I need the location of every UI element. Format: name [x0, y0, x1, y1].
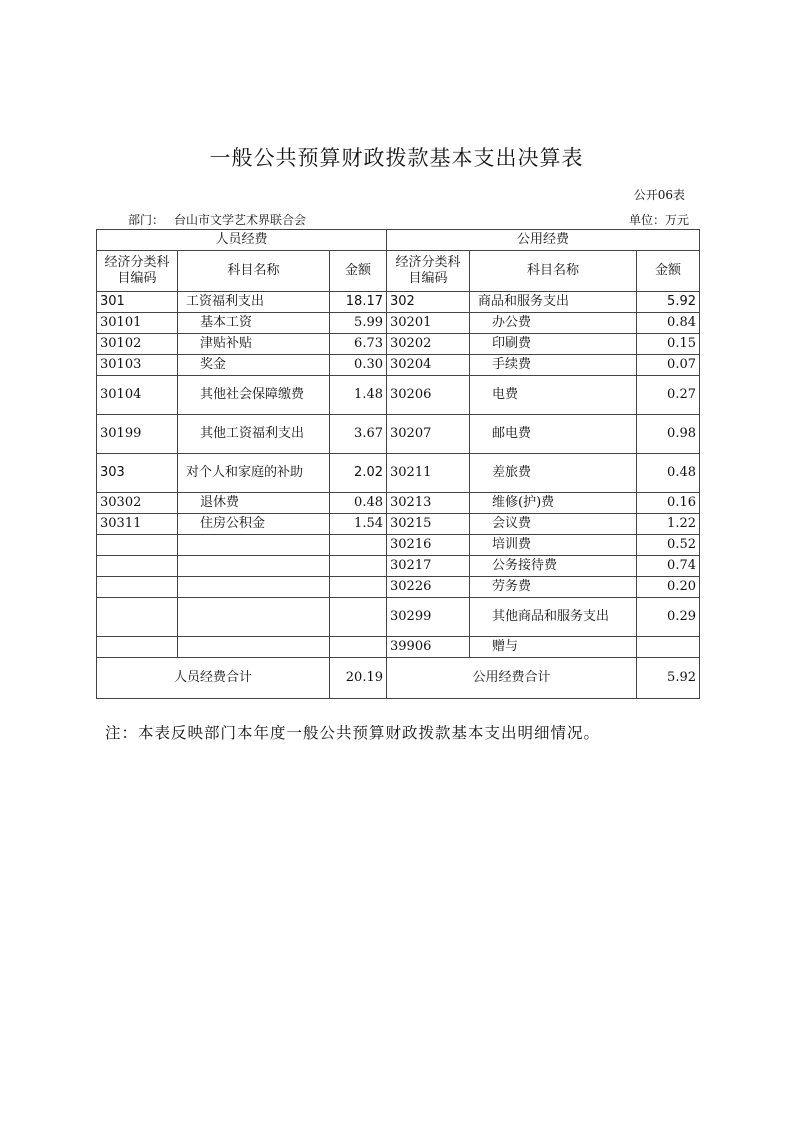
personnel-item: 奖金: [178, 355, 330, 376]
public-code: 30207: [387, 415, 470, 454]
unit-label: 单位：万元: [628, 213, 689, 227]
personnel-amount: [330, 637, 387, 658]
personnel-amount: 0.30: [330, 355, 387, 376]
personnel-group-header: 人员经费: [97, 230, 387, 251]
table-row: [97, 376, 700, 415]
personnel-item: [178, 598, 330, 637]
public-total-label: 公用经费合计: [387, 658, 637, 699]
expenditure-table: [96, 229, 700, 699]
page-title: 一般公共预算财政拨款基本支出决算表: [209, 146, 584, 170]
public-amount: 0.20: [637, 577, 700, 598]
personnel-total-amount: 20.19: [330, 658, 387, 699]
public-item: 办公费: [470, 313, 637, 334]
name-header: 科目名称: [178, 251, 330, 292]
public-item: 电费: [470, 376, 637, 415]
public-amount: 0.48: [637, 454, 700, 493]
table-row: [97, 313, 700, 334]
public-amount: 0.74: [637, 556, 700, 577]
table-row: [97, 454, 700, 493]
personnel-amount: 3.67: [330, 415, 387, 454]
personnel-item: 退休费: [178, 493, 330, 514]
column-header-row: [97, 251, 700, 292]
personnel-amount: 1.54: [330, 514, 387, 535]
public-amount: 0.27: [637, 376, 700, 415]
public-code: 30226: [387, 577, 470, 598]
personnel-item: [178, 556, 330, 577]
personnel-item: 工资福利支出: [178, 292, 330, 313]
amount-header: 金额: [330, 251, 387, 292]
public-amount: 1.22: [637, 514, 700, 535]
personnel-item: [178, 577, 330, 598]
table-row: [97, 535, 700, 556]
personnel-amount: 1.48: [330, 376, 387, 415]
public-amount: 0.16: [637, 493, 700, 514]
public-code: 30213: [387, 493, 470, 514]
personnel-code: 30102: [97, 334, 178, 355]
personnel-code: [97, 637, 178, 658]
personnel-item: 其他社会保障缴费: [178, 376, 330, 415]
personnel-code: [97, 577, 178, 598]
public-item: 商品和服务支出: [470, 292, 637, 313]
public-item: 印刷费: [470, 334, 637, 355]
personnel-item: 基本工资: [178, 313, 330, 334]
personnel-amount: [330, 598, 387, 637]
public-code: 30202: [387, 334, 470, 355]
public-item: 手续费: [470, 355, 637, 376]
public-code: 30201: [387, 313, 470, 334]
public-amount: 0.98: [637, 415, 700, 454]
personnel-code: [97, 535, 178, 556]
table-row: [97, 556, 700, 577]
public-item: 其他商品和服务支出: [470, 598, 637, 637]
table-row: [97, 292, 700, 313]
personnel-item: [178, 535, 330, 556]
personnel-amount: 2.02: [330, 454, 387, 493]
public-item: 邮电费: [470, 415, 637, 454]
code-header: 经济分类科目编码: [387, 251, 470, 292]
totals-row: [97, 658, 700, 699]
personnel-amount: 6.73: [330, 334, 387, 355]
public-amount: 0.84: [637, 313, 700, 334]
table-row: [97, 355, 700, 376]
table-row: [97, 493, 700, 514]
personnel-item: 对个人和家庭的补助: [178, 454, 330, 493]
public-code: 30211: [387, 454, 470, 493]
public-item: 会议费: [470, 514, 637, 535]
department-label: 部门：: [128, 213, 165, 227]
personnel-amount: 18.17: [330, 292, 387, 313]
personnel-code: [97, 556, 178, 577]
public-item: 赠与: [470, 637, 637, 658]
personnel-code: 303: [97, 454, 178, 493]
personnel-amount: 5.99: [330, 313, 387, 334]
public-amount: 0.52: [637, 535, 700, 556]
personnel-code: 30302: [97, 493, 178, 514]
table-row: [97, 577, 700, 598]
code-header: 经济分类科目编码: [97, 251, 178, 292]
department-name: 台山市文学艺术界联合会: [174, 213, 307, 227]
form-code: 公开06表: [633, 188, 685, 202]
table-row: [97, 334, 700, 355]
personnel-amount: [330, 535, 387, 556]
public-code: 30217: [387, 556, 470, 577]
footnote: 注：本表反映部门本年度一般公共预算财政拨款基本支出明细情况。: [105, 724, 601, 742]
public-code: 30216: [387, 535, 470, 556]
personnel-item: 其他工资福利支出: [178, 415, 330, 454]
public-code: 302: [387, 292, 470, 313]
public-amount: 0.07: [637, 355, 700, 376]
public-code: 30206: [387, 376, 470, 415]
personnel-total-label: 人员经费合计: [97, 658, 330, 699]
public-code: 30299: [387, 598, 470, 637]
personnel-code: 30103: [97, 355, 178, 376]
department-line: [128, 211, 306, 228]
public-amount: 5.92: [637, 292, 700, 313]
public-item: 公务接待费: [470, 556, 637, 577]
public-item: 维修(护)费: [470, 493, 637, 514]
table-row: [97, 514, 700, 535]
personnel-amount: 0.48: [330, 493, 387, 514]
personnel-item: 住房公积金: [178, 514, 330, 535]
personnel-code: 30311: [97, 514, 178, 535]
personnel-code: 301: [97, 292, 178, 313]
personnel-code: 30199: [97, 415, 178, 454]
personnel-code: [97, 598, 178, 637]
table-row: [97, 598, 700, 637]
table-row: [97, 637, 700, 658]
table-row: [97, 415, 700, 454]
public-code: 39906: [387, 637, 470, 658]
personnel-amount: [330, 556, 387, 577]
personnel-item: 津贴补贴: [178, 334, 330, 355]
public-item: 劳务费: [470, 577, 637, 598]
public-item: 差旅费: [470, 454, 637, 493]
public-group-header: 公用经费: [387, 230, 700, 251]
personnel-code: 30101: [97, 313, 178, 334]
personnel-item: [178, 637, 330, 658]
group-header-row: [97, 230, 700, 251]
public-total-amount: 5.92: [637, 658, 700, 699]
public-item: 培训费: [470, 535, 637, 556]
public-amount: 0.29: [637, 598, 700, 637]
public-code: 30215: [387, 514, 470, 535]
public-code: 30204: [387, 355, 470, 376]
personnel-code: 30104: [97, 376, 178, 415]
public-amount: [637, 637, 700, 658]
name-header: 科目名称: [470, 251, 637, 292]
personnel-amount: [330, 577, 387, 598]
public-amount: 0.15: [637, 334, 700, 355]
amount-header: 金额: [637, 251, 700, 292]
